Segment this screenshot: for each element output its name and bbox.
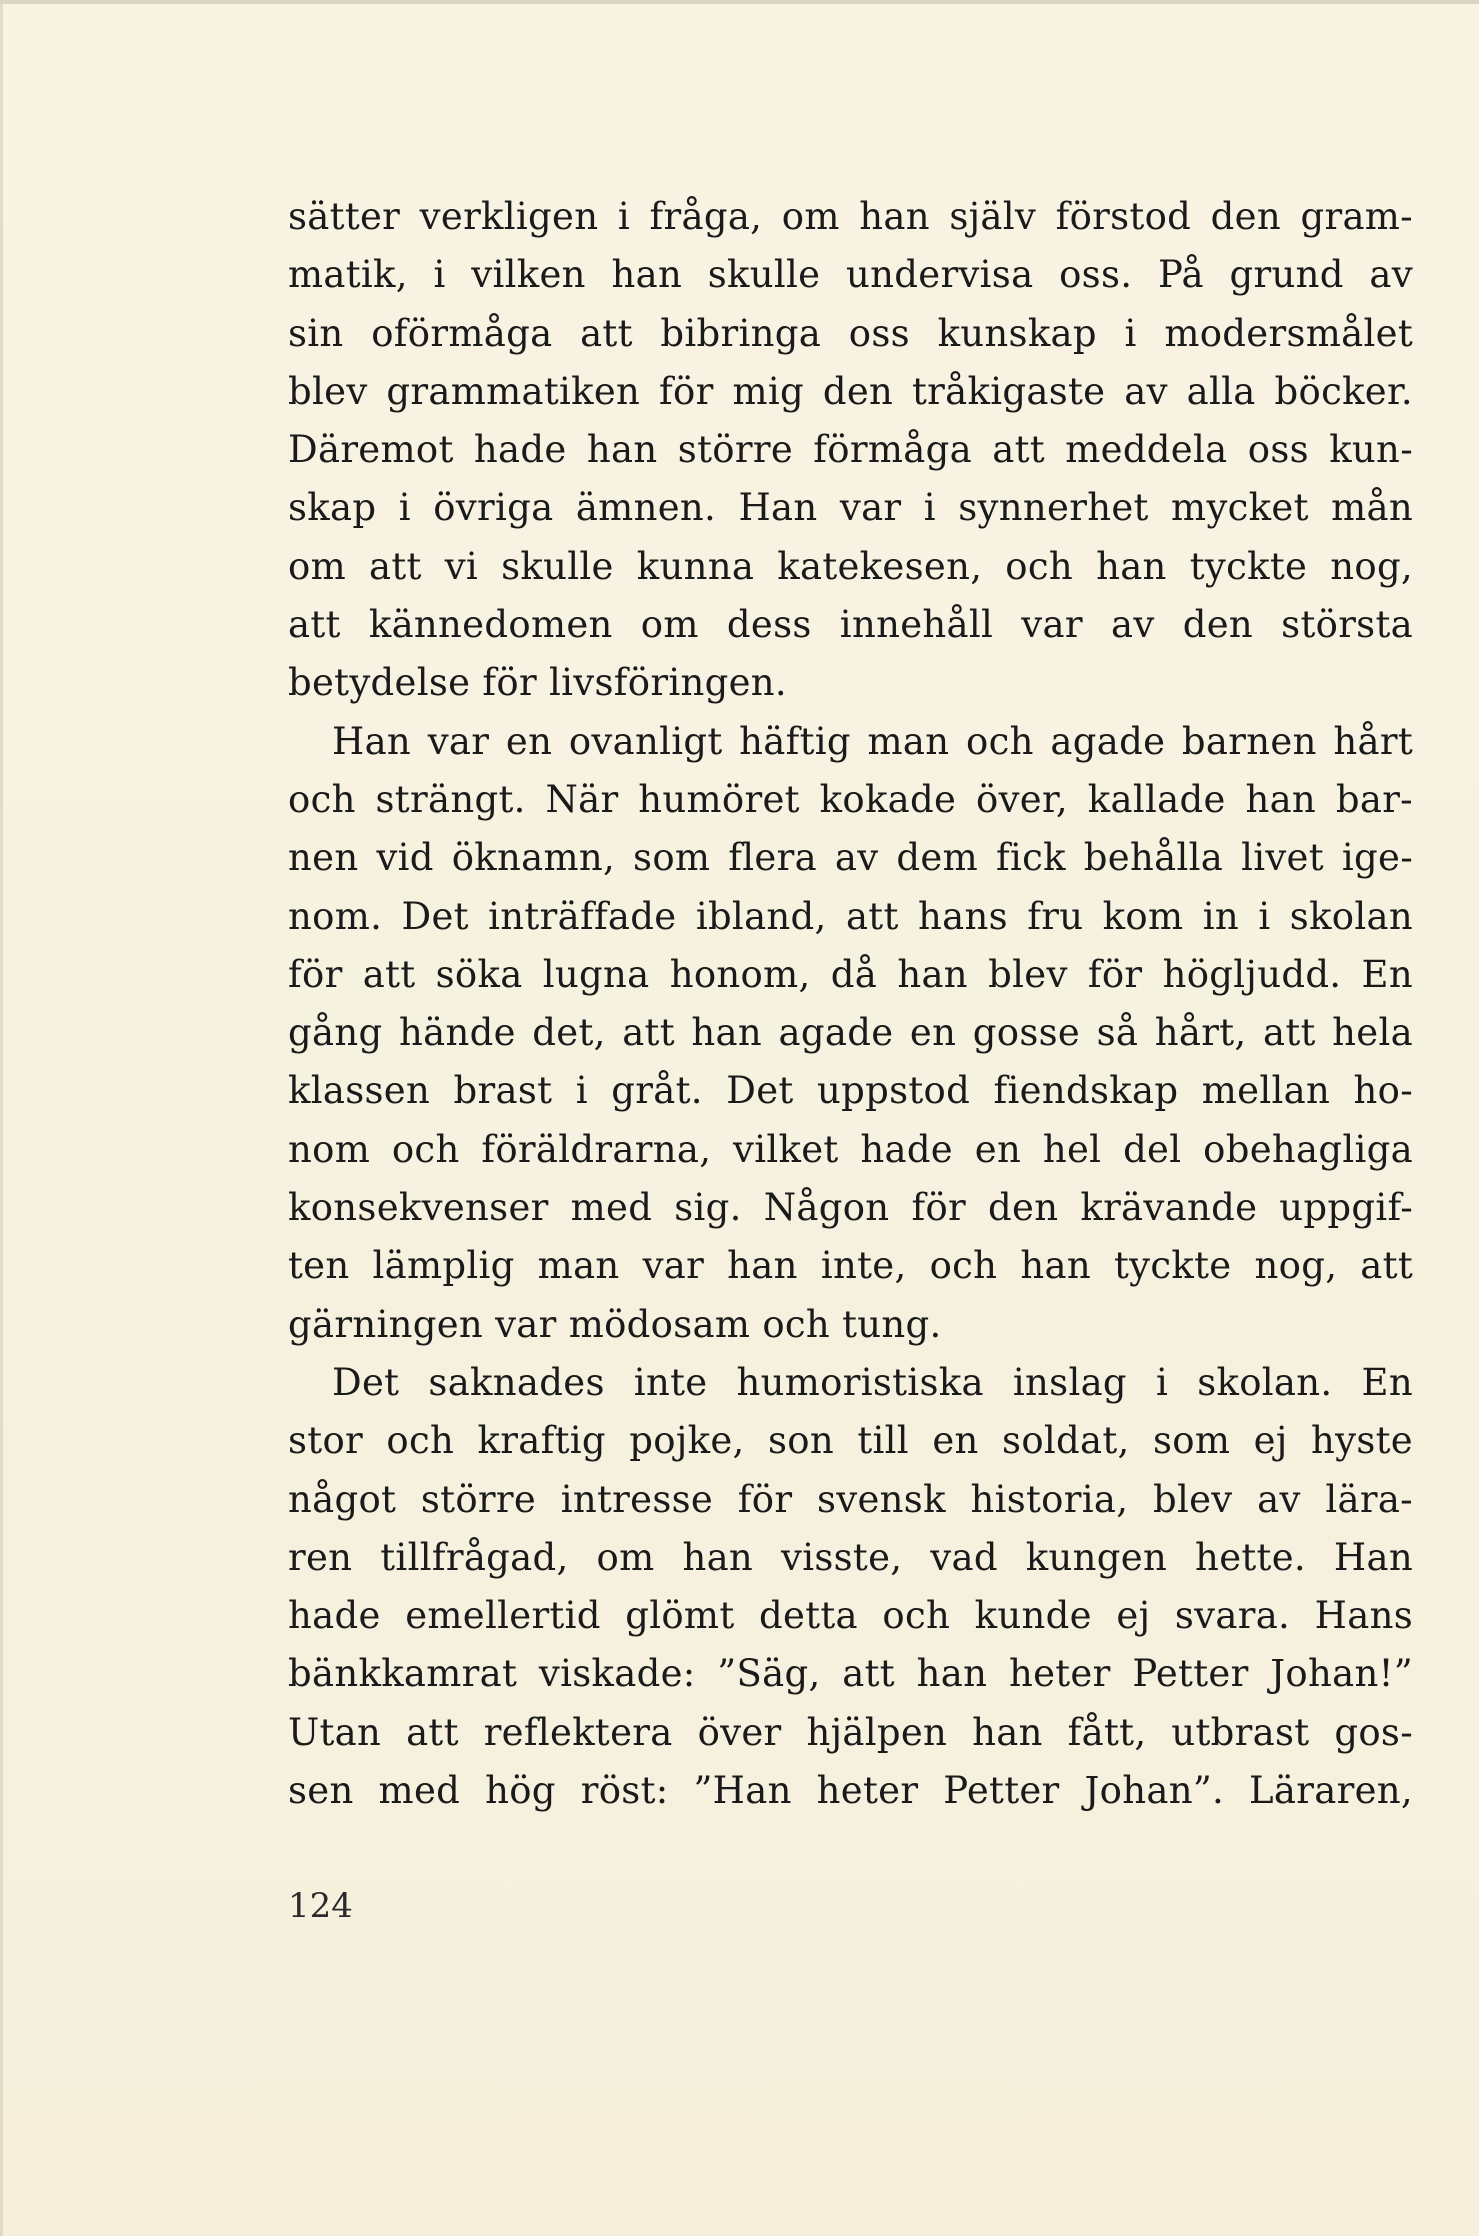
paragraph-start-line: Det saknades inte humoristiska inslag i skolan. En xyxy=(332,1360,1413,1404)
text-line: om att vi skulle kunna katekesen, och han tyckte nog, xyxy=(288,544,1413,588)
text-line: Däremot hade han större förmåga att meddela oss kun- xyxy=(288,428,1413,472)
text-line: något större intresse för svensk historia, blev av lära- xyxy=(288,1477,1413,1521)
text-line: hade emellertid glömt detta och kunde ej svara. Hans xyxy=(288,1594,1413,1638)
text-line: sin oförmåga att bibringa oss kunskap i modersmålet xyxy=(288,311,1413,355)
text-line: blev grammatiken för mig den tråkigaste av alla böcker. xyxy=(288,369,1413,413)
text-line: matik, i vilken han skulle undervisa oss. På grund av xyxy=(288,253,1413,297)
text-line: Utan att reflektera över hjälpen han fått, utbrast gos- xyxy=(288,1710,1413,1754)
text-line: stor och kraftig pojke, son till en soldat, som ej hyste xyxy=(288,1419,1413,1463)
text-line: ren tillfrågad, om han visste, vad kungen hette. Han xyxy=(288,1535,1413,1579)
text-line: sen med hög röst: ”Han heter Petter Johan”. Läraren, xyxy=(288,1769,1413,1813)
text-line: nom. Det inträffade ibland, att hans fru kom in i skolan xyxy=(288,894,1413,938)
text-line: bänkkamrat viskade: ”Säg, att han heter Petter Johan!” xyxy=(288,1652,1413,1696)
page-left-edge xyxy=(0,0,3,2236)
text-line: att kännedomen om dess innehåll var av den största xyxy=(288,603,1413,647)
text-line: klassen brast i gråt. Det uppstod fiendskap mellan ho- xyxy=(288,1069,1413,1113)
text-line: konsekvenser med sig. Någon för den krävande uppgif- xyxy=(288,1186,1413,1230)
page-top-edge xyxy=(0,0,1479,4)
paragraph-end-line: gärningen var mödosam och tung. xyxy=(288,1302,942,1346)
text-line: nen vid öknamn, som flera av dem fick behålla livet ige- xyxy=(288,836,1413,880)
text-line: gång hände det, att han agade en gosse så hårt, att hela xyxy=(288,1011,1413,1055)
text-line: skap i övriga ämnen. Han var i synnerhet mycket mån xyxy=(288,486,1413,530)
text-line: nom och föräldrarna, vilket hade en hel del obehagliga xyxy=(288,1127,1413,1171)
paragraph-end-line: betydelse för livsföringen. xyxy=(288,661,787,705)
text-line: för att söka lugna honom, då han blev för högljudd. En xyxy=(288,952,1413,996)
text-line: och strängt. När humöret kokade över, kallade han bar- xyxy=(288,777,1413,821)
page-number: 124 xyxy=(288,1886,353,1926)
paragraph-start-line: Han var en ovanligt häftig man och agade barnen hårt xyxy=(332,719,1413,763)
body-text xyxy=(288,188,1413,1820)
text-line: sätter verkligen i fråga, om han själv förstod den gram- xyxy=(288,195,1413,238)
text-line: ten lämplig man var han inte, och han tyckte nog, att xyxy=(288,1244,1413,1288)
